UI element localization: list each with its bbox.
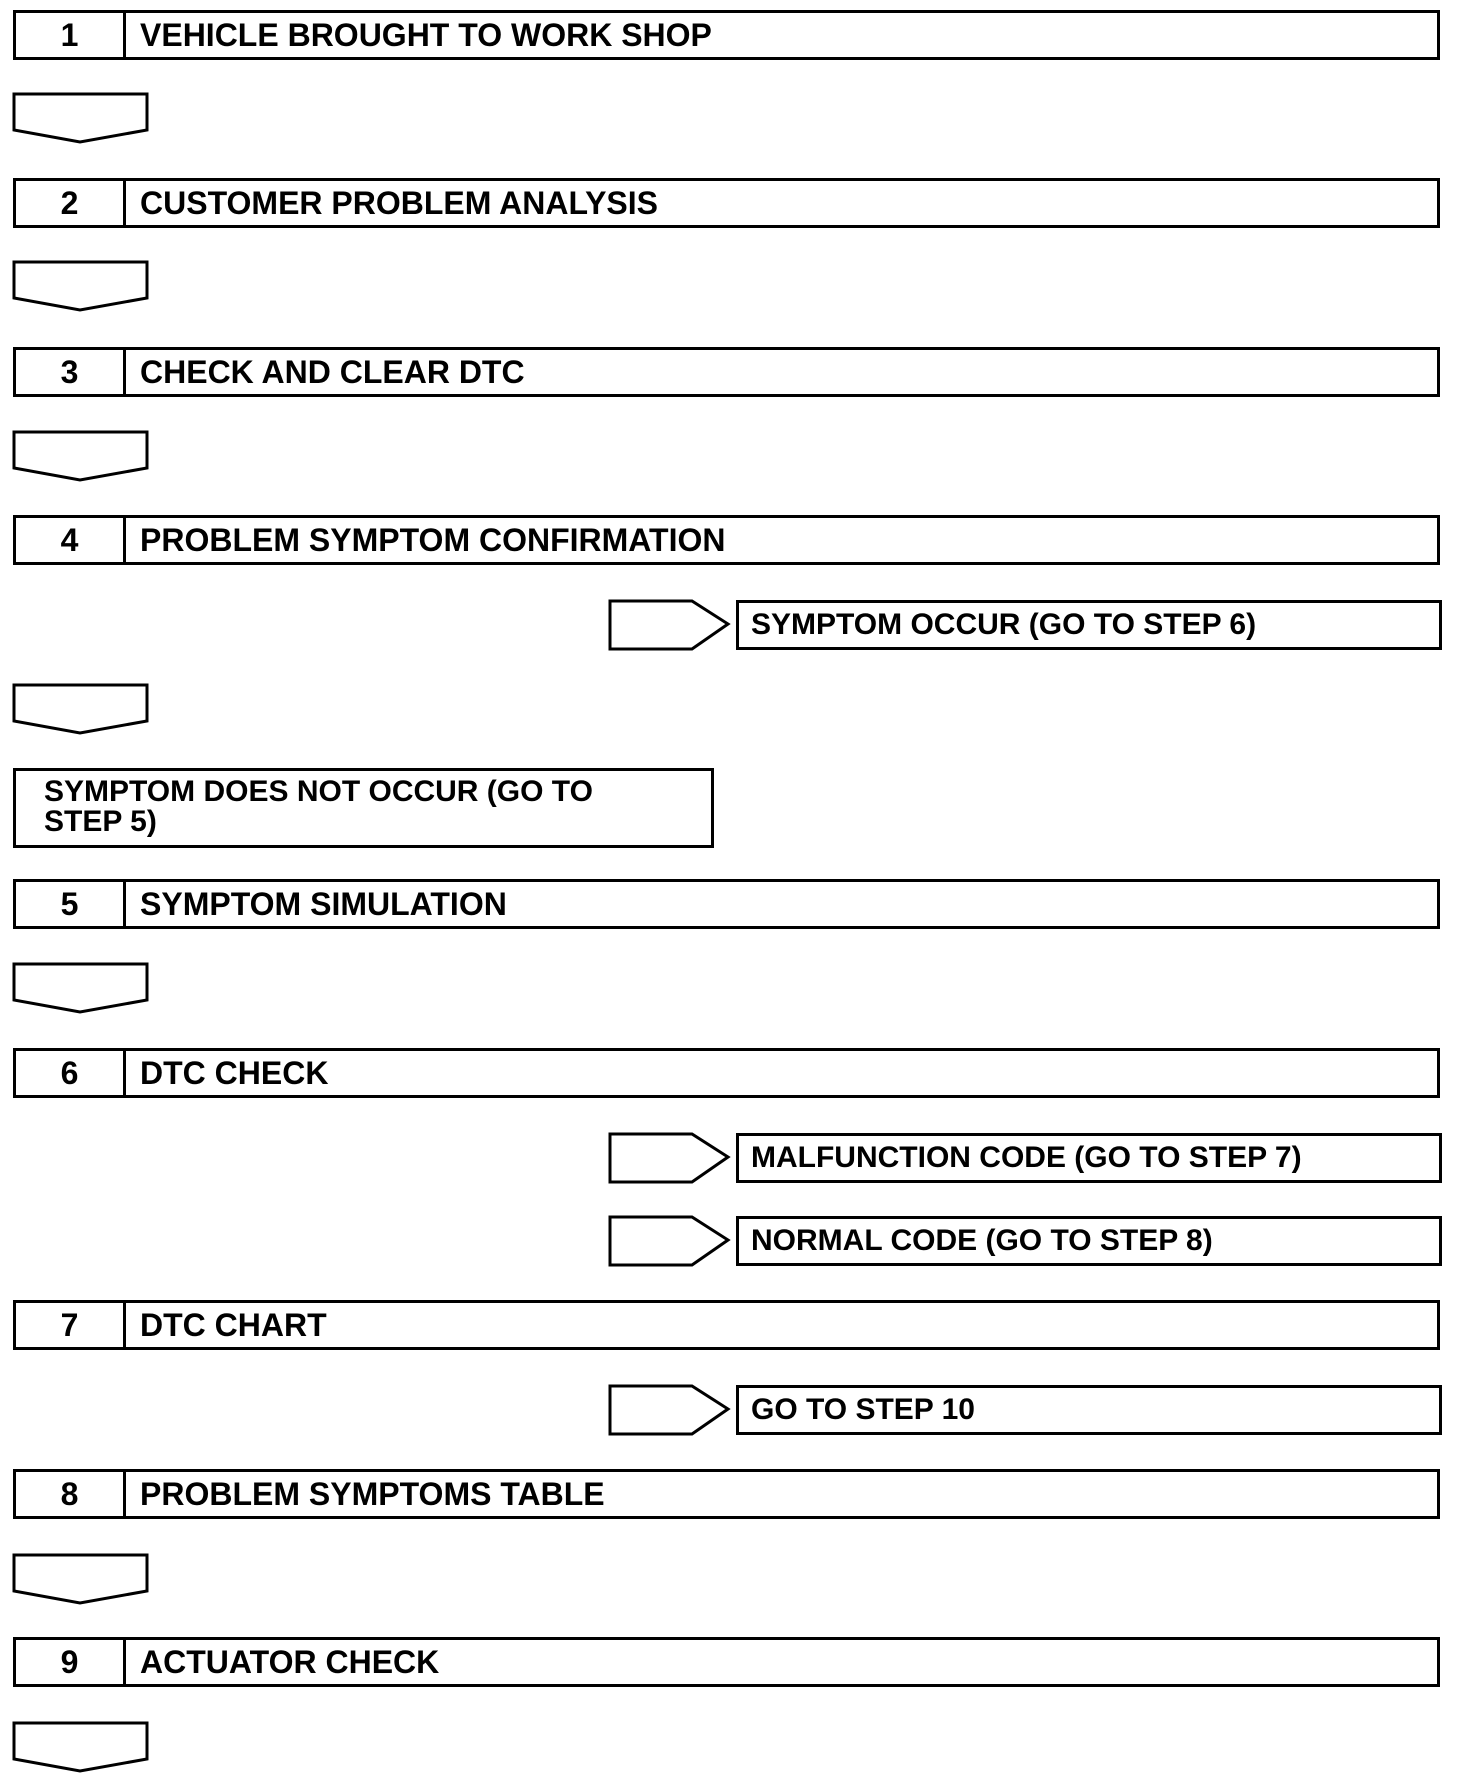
right-arrow-icon [608, 1384, 730, 1436]
step-5-box [13, 879, 1440, 929]
step-8-box [13, 1469, 1440, 1519]
step-title: VEHICLE BROUGHT TO WORK SHOP [140, 16, 712, 53]
step-title: ACTUATOR CHECK [140, 1643, 440, 1680]
right-arrow-icon [608, 599, 730, 651]
note-line: STEP 5) [44, 805, 157, 838]
step-number: 2 [16, 181, 126, 225]
step-title: DTC CHART [140, 1306, 327, 1343]
step-9-box [13, 1637, 1440, 1687]
step-title: CUSTOMER PROBLEM ANALYSIS [140, 184, 658, 221]
right-arrow-icon [608, 1132, 730, 1184]
step-title: DTC CHECK [140, 1054, 329, 1091]
branch-symptom-occur: SYMPTOM OCCUR (GO TO STEP 6) [736, 600, 1442, 650]
step-title: SYMPTOM SIMULATION [140, 885, 507, 922]
step-4-box [13, 515, 1440, 565]
step-6-box [13, 1048, 1440, 1098]
right-arrow-icon [608, 1215, 730, 1267]
down-arrow-icon [12, 962, 149, 1014]
down-arrow-icon [12, 92, 149, 144]
symptom-does-not-occur-box [13, 768, 714, 848]
step-7-box [13, 1300, 1440, 1350]
step-2-box [13, 178, 1440, 228]
step-title: PROBLEM SYMPTOM CONFIRMATION [140, 521, 726, 558]
branch-malfunction-code: MALFUNCTION CODE (GO TO STEP 7) [736, 1133, 1442, 1183]
step-number: 7 [16, 1303, 126, 1347]
step-number: 8 [16, 1472, 126, 1516]
step-1-box [13, 10, 1440, 60]
step-3-box [13, 347, 1440, 397]
step-number: 3 [16, 350, 126, 394]
down-arrow-icon [12, 260, 149, 312]
step-number: 5 [16, 882, 126, 926]
step-title: PROBLEM SYMPTOMS TABLE [140, 1475, 605, 1512]
branch-normal-code: NORMAL CODE (GO TO STEP 8) [736, 1216, 1442, 1266]
down-arrow-icon [12, 430, 149, 482]
down-arrow-icon [12, 1721, 149, 1773]
step-number: 1 [16, 13, 126, 57]
down-arrow-icon [12, 683, 149, 735]
down-arrow-icon [12, 1553, 149, 1605]
step-number: 9 [16, 1640, 126, 1684]
step-number: 6 [16, 1051, 126, 1095]
step-number: 4 [16, 518, 126, 562]
note-line: SYMPTOM DOES NOT OCCUR (GO TO [44, 775, 593, 808]
step-title: CHECK AND CLEAR DTC [140, 353, 525, 390]
branch-go-to-step-10: GO TO STEP 10 [736, 1385, 1442, 1435]
